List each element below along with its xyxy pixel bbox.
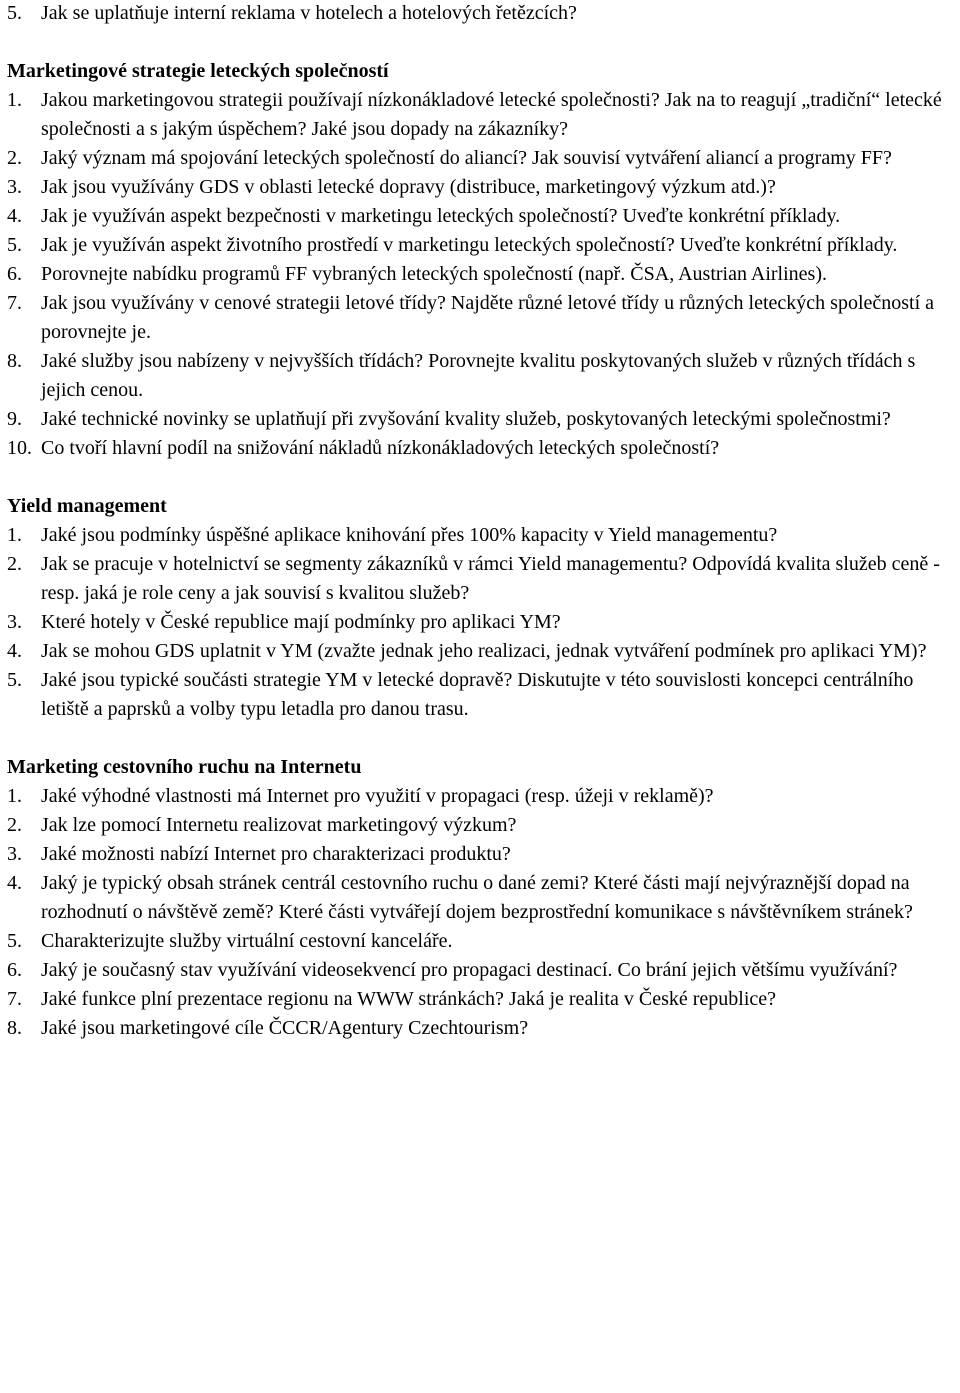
question-number: 8.	[7, 1017, 22, 1039]
question-text: Charakterizujte služby virtuální cestovní kanceláře.	[41, 930, 453, 952]
question-number: 3.	[7, 176, 22, 198]
question-number: 5.	[7, 669, 22, 691]
question-item	[7, 434, 957, 463]
question-item	[7, 985, 957, 1014]
section-heading: Marketingové strategie leteckých společností	[7, 60, 389, 82]
question-item	[7, 637, 957, 666]
question-text: Jak lze pomocí Internetu realizovat marketingový výzkum?	[41, 814, 517, 836]
question-text: Jakou marketingovou strategii používají nízkonákladové letecké společnosti? Jak na to reagují „tradiční“ letecké společnosti a s jakým úspěchem? Jaké jsou dopady na zákazníky?	[41, 89, 942, 140]
question-item	[7, 231, 957, 260]
question-number: 8.	[7, 350, 22, 372]
question-number: 2.	[7, 147, 22, 169]
question-item	[7, 260, 957, 289]
question-number: 4.	[7, 640, 22, 662]
question-text: Jaké funkce plní prezentace regionu na WWW stránkách? Jaká je realita v České republice?	[41, 988, 777, 1010]
question-item	[7, 550, 957, 608]
question-text: Jak se pracuje v hotelnictví se segmenty zákazníků v rámci Yield managementu? Odpovídá kvalita služeb ceně - resp. jaká je role ceny a jak souvisí s kvalitou služeb?	[41, 553, 940, 604]
section	[7, 57, 957, 463]
section	[7, 753, 957, 1043]
question-text: Jaké jsou marketingové cíle ČCCR/Agentury Czechtourism?	[41, 1017, 529, 1039]
question-text: Jaký význam má spojování leteckých společností do aliancí? Jak souvisí vytváření aliancí a programy FF?	[41, 147, 892, 169]
question-item	[7, 289, 957, 347]
spacer	[7, 28, 957, 57]
question-text: Jaké jsou typické součásti strategie YM v letecké dopravě? Diskutujte v této souvislosti koncepci centrálního letiště a paprsků a volby typu letadla pro danou trasu.	[41, 669, 914, 720]
question-number: 5.	[7, 2, 22, 24]
question-text: Porovnejte nabídku programů FF vybraných leteckých společností (např. ČSA, Austrian Airlines).	[41, 263, 827, 285]
question-number: 3.	[7, 611, 22, 633]
section	[7, 492, 957, 724]
question-item	[7, 608, 957, 637]
question-number: 7.	[7, 292, 22, 314]
question-text: Jaké služby jsou nabízeny v nejvyšších třídách? Porovnejte kvalitu poskytovaných služeb v různých třídách s jejich cenou.	[41, 350, 916, 401]
question-item	[7, 86, 957, 144]
question-number: 10.	[7, 437, 32, 459]
question-text: Jaký je typický obsah stránek centrál cestovního ruchu o dané zemi? Které části mají nejvýraznější dopad na rozhodnutí o návštěvě země? Které části vytvářejí dojem bezprostřední komunikace s návštěvníkem stránek?	[41, 872, 913, 923]
spacer	[7, 463, 957, 492]
question-number: 1.	[7, 89, 22, 111]
question-text: Jaké technické novinky se uplatňují při zvyšování kvality služeb, poskytovaných leteckými společnostmi?	[41, 408, 891, 430]
question-item	[7, 811, 957, 840]
document-page	[7, 0, 957, 1043]
question-item	[7, 521, 957, 550]
question-item	[7, 173, 957, 202]
question-number: 2.	[7, 553, 22, 575]
question-text: Jaké jsou podmínky úspěšné aplikace knihování přes 100% kapacity v Yield managementu?	[41, 524, 778, 546]
question-item	[7, 144, 957, 173]
question-text: Jak se uplatňuje interní reklama v hotelech a hotelových řetězcích?	[41, 2, 577, 24]
question-item	[7, 840, 957, 869]
question-text: Jak je využíván aspekt bezpečnosti v marketingu leteckých společností? Uveďte konkrétní příklady.	[41, 205, 841, 227]
question-text: Jak je využíván aspekt životního prostředí v marketingu leteckých společností? Uveďte konkrétní příklady.	[41, 234, 898, 256]
question-text: Jak jsou využívány GDS v oblasti letecké dopravy (distribuce, marketingový výzkum atd.)?	[41, 176, 776, 198]
question-number: 1.	[7, 785, 22, 807]
question-item	[7, 927, 957, 956]
question-text: Jaké možnosti nabízí Internet pro charakterizaci produktu?	[41, 843, 511, 865]
question-number: 6.	[7, 263, 22, 285]
question-item	[7, 1014, 957, 1043]
question-text: Co tvoří hlavní podíl na snižování nákladů nízkonákladových leteckých společností?	[41, 437, 720, 459]
question-number: 7.	[7, 988, 22, 1010]
question-item	[7, 405, 957, 434]
question-number: 1.	[7, 524, 22, 546]
question-item	[7, 666, 957, 724]
spacer	[7, 724, 957, 753]
question-number: 4.	[7, 872, 22, 894]
question-item	[7, 782, 957, 811]
section-heading: Marketing cestovního ruchu na Internetu	[7, 756, 362, 778]
intro-question	[7, 0, 957, 28]
question-number: 5.	[7, 930, 22, 952]
question-number: 9.	[7, 408, 22, 430]
question-number: 3.	[7, 843, 22, 865]
question-number: 2.	[7, 814, 22, 836]
question-item	[7, 347, 957, 405]
question-number: 6.	[7, 959, 22, 981]
question-item	[7, 869, 957, 927]
question-number: 5.	[7, 234, 22, 256]
section-heading: Yield management	[7, 495, 167, 517]
question-text: Jak se mohou GDS uplatnit v YM (zvažte jednak jeho realizaci, jednak vytváření podmínek pro aplikaci YM)?	[41, 640, 927, 662]
sections-container	[7, 57, 957, 1043]
question-text: Jak jsou využívány v cenové strategii letové třídy? Najděte různé letové třídy u různých leteckých společností a porovnejte je.	[41, 292, 935, 343]
question-number: 4.	[7, 205, 22, 227]
question-item	[7, 956, 957, 985]
question-text: Které hotely v České republice mají podmínky pro aplikaci YM?	[41, 611, 561, 633]
question-item	[7, 202, 957, 231]
question-text: Jaký je současný stav využívání videosekvencí pro propagaci destinací. Co brání jejich většímu využívání?	[41, 959, 898, 981]
question-text: Jaké výhodné vlastnosti má Internet pro využití v propagaci (resp. úžeji v reklamě)?	[41, 785, 714, 807]
